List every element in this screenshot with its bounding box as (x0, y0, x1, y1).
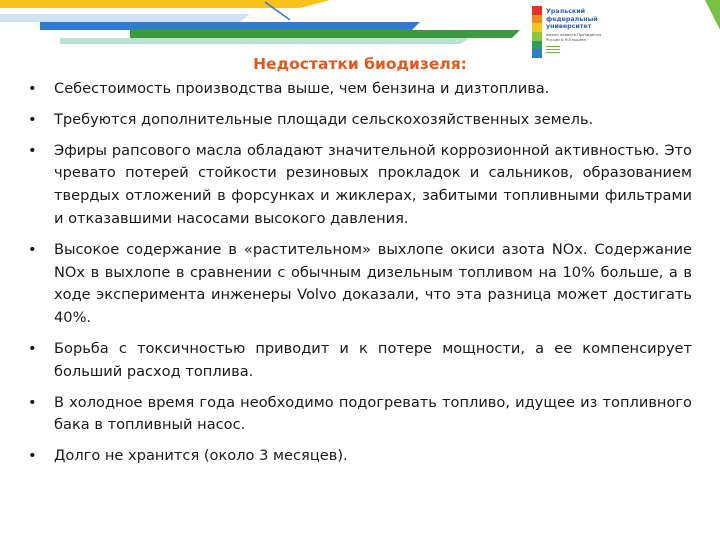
logo-bar-orange (532, 15, 542, 24)
header-stripe-teal-light (60, 38, 470, 44)
slide-title: Недостатки биодизеля: (253, 55, 467, 73)
logo-decor-line (546, 52, 560, 53)
bullet-icon: • (28, 240, 37, 258)
list-item-text: Эфиры рапсового масла обладают значительной коррозионной активностью. Это чревато потерей стойкости резиновых прокладок и сальников, образованием твердых отложений в форсунках и жиклерах, забитыми топливными фильтрами и отказавшими насосами высокого давления. (54, 141, 692, 227)
logo-decor-line (546, 49, 560, 50)
header-stripe-right-green (705, 0, 720, 30)
list-item-text: Требуются дополнительные площади сельскохозяйственных земель. (54, 110, 594, 128)
logo-decor-lines (546, 46, 560, 55)
university-logo (532, 6, 602, 58)
list-item-text: Себестоимость производства выше, чем бензина и дизтоплива. (54, 80, 550, 97)
bullet-icon: • (28, 141, 37, 159)
list-item (28, 109, 692, 132)
list-item (28, 239, 692, 330)
header-stripe-green (130, 30, 520, 38)
logo-bar-green (532, 41, 542, 50)
header-decoration (0, 0, 720, 62)
bullet-icon: • (28, 447, 37, 465)
header-stripe-yellow-tail (300, 0, 330, 8)
list-item (28, 78, 692, 101)
bullet-icon: • (28, 393, 37, 411)
list-item-text: Борьба с токсичностью приводит и к потере мощности, а ее компенсирует больший расход топлива. (54, 339, 692, 380)
bullet-icon: • (28, 339, 37, 357)
logo-bar-red (532, 6, 542, 15)
logo-bar-yellow (532, 23, 542, 32)
list-item-text: Долго не хранится (около 3 месяцев). (54, 447, 348, 465)
list-item (28, 338, 692, 384)
bullet-icon: • (28, 80, 37, 97)
logo-name: Уральский федеральный университет (546, 8, 598, 30)
logo-bar-light-green (532, 32, 542, 41)
list-item (28, 445, 692, 468)
bullet-icon: • (28, 110, 37, 128)
logo-color-bars (532, 6, 542, 58)
logo-subtitle: имени первого Президента России Б.Н.Ельцина (546, 32, 602, 42)
logo-decor-line (546, 46, 560, 47)
list-item (28, 392, 692, 438)
list-item (28, 140, 692, 231)
drawbacks-list (28, 78, 692, 476)
list-item-text: Высокое содержание в «растительном» выхлопе окиси азота NOx. Содержание NOx в выхлопе в сравнении с обычным дизельным топливом на 10% больше, а в ходе эксперимента инженеры Volvo доказали, что эта разница может достигать 40%. (54, 240, 692, 327)
header-stripe-blue-light (0, 14, 250, 22)
header-stripe-yellow (0, 0, 300, 8)
list-item-text: В холодное время года необходимо подогревать топливо, идущее из топливного бака в топливный насос. (54, 393, 692, 434)
header-stripe-blue (40, 22, 420, 30)
